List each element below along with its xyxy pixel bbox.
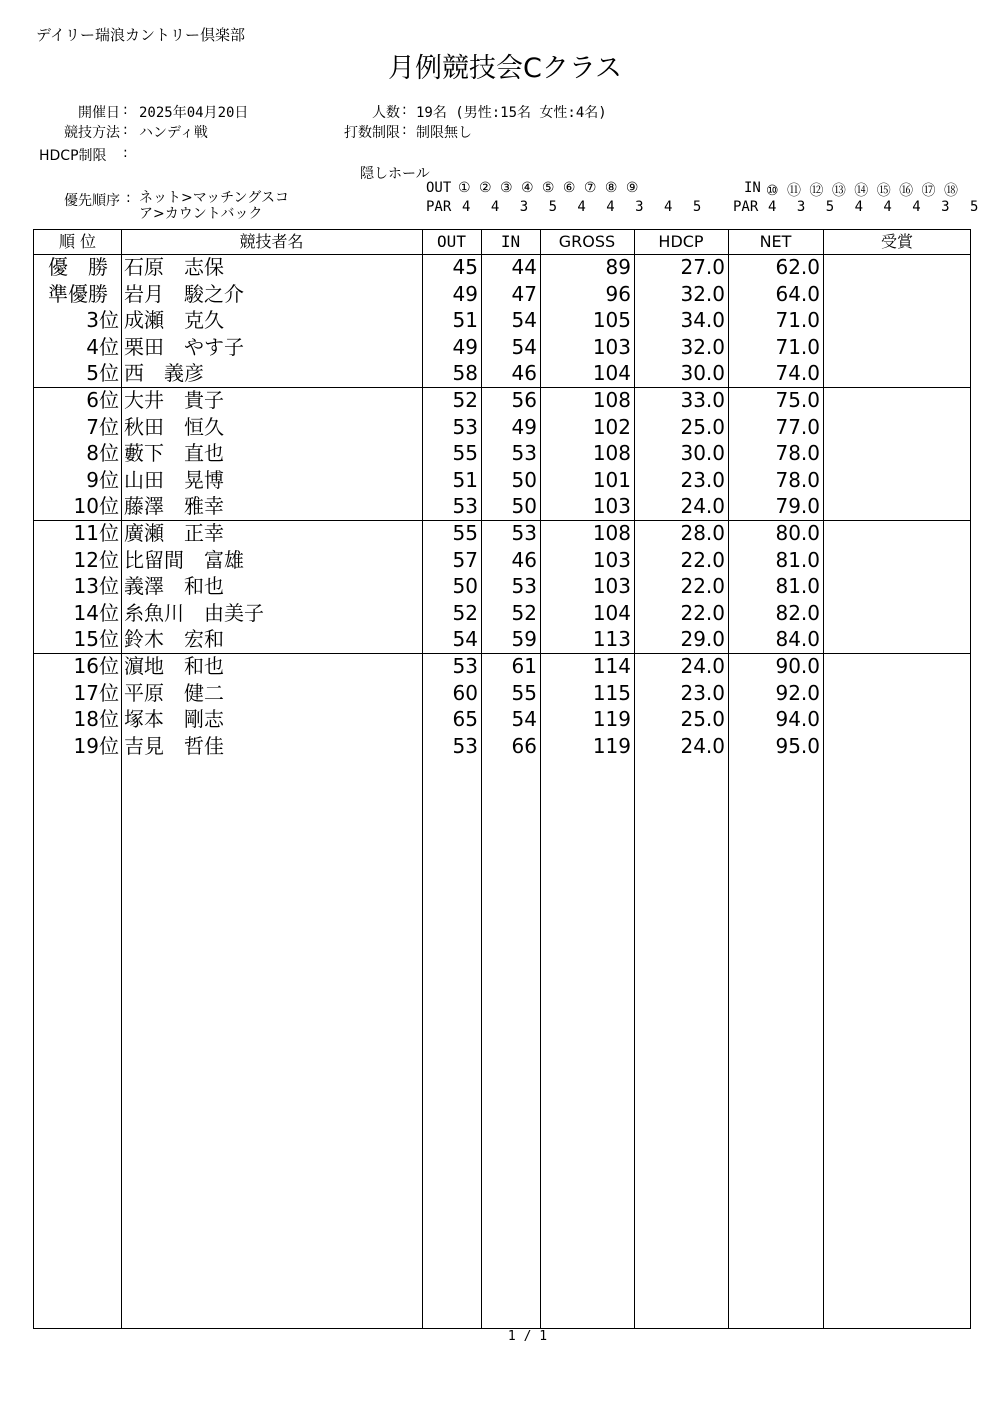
rank-cell: 6位 xyxy=(86,388,119,412)
hdcp-cell: 24.0 xyxy=(680,494,725,518)
header-out: OUT xyxy=(437,232,466,251)
net-score-cell: 78.0 xyxy=(775,441,820,465)
header-net: NET xyxy=(759,232,792,251)
player-name-cell: 西 義彦 xyxy=(124,361,204,385)
player-name-cell: 平原 健二 xyxy=(124,680,224,705)
table-row xyxy=(34,414,970,441)
table-row xyxy=(34,520,970,547)
in-hole-numbers: ⑩ ⑪ ⑫ ⑬ ⑭ ⑮ ⑯ ⑰ ⑱ xyxy=(766,183,958,199)
club-name: デイリー瑞浪カントリー倶楽部 xyxy=(36,26,245,44)
out-score-cell: 45 xyxy=(452,255,478,279)
gross-score-cell: 114 xyxy=(592,654,631,678)
player-name-cell: 濵地 和也 xyxy=(124,654,224,678)
player-name-cell: 山田 晃博 xyxy=(124,467,224,492)
priority-line-1: ネット>マッチングスコ xyxy=(139,190,290,206)
out-score-cell: 51 xyxy=(452,308,478,332)
date-label: 開催日 xyxy=(78,105,120,121)
net-score-cell: 71.0 xyxy=(775,334,820,359)
hdcp-cell: 25.0 xyxy=(680,707,725,731)
hdcp-cell: 34.0 xyxy=(680,308,725,332)
player-name-cell: 吉見 哲佳 xyxy=(124,733,224,758)
player-name-cell: 比留間 富雄 xyxy=(124,547,244,572)
stroke-limit-label: 打数制限 xyxy=(344,125,400,141)
out-score-cell: 54 xyxy=(452,627,478,651)
award-cell xyxy=(823,573,971,600)
gross-score-cell: 104 xyxy=(592,361,631,385)
hdcp-limit-separator: : xyxy=(123,145,128,161)
in-score-cell: 61 xyxy=(511,654,537,678)
out-score-cell: 53 xyxy=(452,494,478,518)
gross-score-cell: 102 xyxy=(592,414,631,439)
award-cell xyxy=(823,626,971,653)
stroke-limit-separator: : xyxy=(402,122,407,138)
hdcp-cell: 24.0 xyxy=(680,733,725,758)
out-score-cell: 53 xyxy=(452,414,478,439)
rank-cell: 優 勝 xyxy=(48,255,108,279)
rank-cell: 3位 xyxy=(86,308,119,332)
out-score-cell: 50 xyxy=(452,574,478,598)
table-row xyxy=(34,440,970,467)
out-score-cell: 58 xyxy=(452,361,478,385)
net-score-cell: 71.0 xyxy=(775,308,820,332)
out-score-cell: 51 xyxy=(452,467,478,492)
gross-score-cell: 103 xyxy=(592,547,631,572)
net-score-cell: 64.0 xyxy=(775,281,820,306)
out-par-label: PAR xyxy=(426,199,452,215)
in-par-label: PAR xyxy=(733,199,759,215)
hdcp-cell: 22.0 xyxy=(680,547,725,572)
hdcp-cell: 29.0 xyxy=(680,627,725,651)
gross-score-cell: 108 xyxy=(592,521,631,545)
player-name-cell: 栗田 やす子 xyxy=(124,334,244,359)
in-score-cell: 55 xyxy=(511,680,537,705)
rank-cell: 9位 xyxy=(86,467,119,492)
header-rank: 順 位 xyxy=(58,232,97,251)
gross-score-cell: 89 xyxy=(605,255,631,279)
page-number: 1 / 1 xyxy=(507,1329,548,1344)
out-score-cell: 57 xyxy=(452,547,478,572)
rank-cell: 8位 xyxy=(86,441,119,465)
award-cell xyxy=(823,414,971,441)
net-score-cell: 74.0 xyxy=(775,361,820,385)
player-name-cell: 廣瀬 正幸 xyxy=(124,521,224,545)
hdcp-cell: 23.0 xyxy=(680,467,725,492)
in-score-cell: 50 xyxy=(511,467,537,492)
award-cell xyxy=(823,493,971,520)
player-name-cell: 義澤 和也 xyxy=(124,574,224,598)
out-score-cell: 49 xyxy=(452,334,478,359)
people-value: 19名 (男性:15名 女性:4名) xyxy=(416,105,607,121)
gross-score-cell: 103 xyxy=(592,334,631,359)
date-separator: : xyxy=(123,102,128,118)
award-cell xyxy=(823,360,971,387)
gross-score-cell: 119 xyxy=(592,707,631,731)
results-table xyxy=(33,229,971,1329)
gross-score-cell: 96 xyxy=(605,281,631,306)
header-hdcp: HDCP xyxy=(658,232,704,251)
priority-line-2: ア>カウントバック xyxy=(139,206,263,222)
net-score-cell: 62.0 xyxy=(775,255,820,279)
table-row xyxy=(34,254,970,281)
net-score-cell: 84.0 xyxy=(775,627,820,651)
gross-score-cell: 119 xyxy=(592,733,631,758)
award-cell xyxy=(823,334,971,361)
hdcp-cell: 32.0 xyxy=(680,281,725,306)
award-cell xyxy=(823,733,971,760)
hdcp-cell: 24.0 xyxy=(680,654,725,678)
header-name: 競技者名 xyxy=(239,232,304,251)
out-holes-label: OUT xyxy=(426,180,452,196)
in-score-cell: 44 xyxy=(511,255,537,279)
rank-cell: 5位 xyxy=(86,361,119,385)
net-score-cell: 82.0 xyxy=(775,600,820,625)
in-score-cell: 54 xyxy=(511,707,537,731)
rank-cell: 7位 xyxy=(86,414,119,439)
table-row xyxy=(34,281,970,308)
award-cell xyxy=(823,440,971,467)
player-name-cell: 藪下 直也 xyxy=(124,441,224,465)
page-title: 月例競技会Cクラス xyxy=(387,53,623,84)
gross-score-cell: 108 xyxy=(592,388,631,412)
net-score-cell: 81.0 xyxy=(775,574,820,598)
in-score-cell: 53 xyxy=(511,521,537,545)
award-cell xyxy=(823,706,971,733)
hdcp-cell: 32.0 xyxy=(680,334,725,359)
header-in: IN xyxy=(500,232,521,251)
hdcp-cell: 22.0 xyxy=(680,600,725,625)
out-score-cell: 49 xyxy=(452,281,478,306)
out-par-values: 4 4 3 5 4 4 3 4 5 xyxy=(462,199,708,215)
gross-score-cell: 101 xyxy=(592,467,631,492)
hdcp-cell: 22.0 xyxy=(680,574,725,598)
out-score-cell: 55 xyxy=(452,521,478,545)
in-score-cell: 54 xyxy=(511,334,537,359)
net-score-cell: 78.0 xyxy=(775,467,820,492)
award-cell xyxy=(823,547,971,574)
out-score-cell: 53 xyxy=(452,733,478,758)
table-row xyxy=(34,653,970,680)
gross-score-cell: 108 xyxy=(592,441,631,465)
hidden-holes-label: 隠しホール xyxy=(360,166,430,182)
hdcp-cell: 30.0 xyxy=(680,361,725,385)
table-row xyxy=(34,334,970,361)
out-score-cell: 52 xyxy=(452,388,478,412)
award-cell xyxy=(823,254,971,281)
player-name-cell: 成瀬 克久 xyxy=(124,308,224,332)
player-name-cell: 糸魚川 由美子 xyxy=(124,600,264,625)
rank-cell: 16位 xyxy=(73,654,119,678)
out-score-cell: 52 xyxy=(452,600,478,625)
header-award: 受賞 xyxy=(880,232,913,251)
method-label: 競技方法 xyxy=(64,125,120,141)
award-cell xyxy=(823,680,971,707)
out-score-cell: 65 xyxy=(452,707,478,731)
out-score-cell: 53 xyxy=(452,654,478,678)
gross-score-cell: 105 xyxy=(592,308,631,332)
people-separator: : xyxy=(402,102,407,118)
net-score-cell: 90.0 xyxy=(775,654,820,678)
in-score-cell: 46 xyxy=(511,547,537,572)
out-score-cell: 55 xyxy=(452,441,478,465)
award-cell xyxy=(823,281,971,308)
in-score-cell: 52 xyxy=(511,600,537,625)
table-row xyxy=(34,706,970,733)
rank-cell: 13位 xyxy=(73,574,119,598)
rank-cell: 18位 xyxy=(73,707,119,731)
net-score-cell: 94.0 xyxy=(775,707,820,731)
hdcp-limit-label: HDCP制限 xyxy=(39,148,107,164)
rank-cell: 準優勝 xyxy=(48,281,108,306)
net-score-cell: 81.0 xyxy=(775,547,820,572)
player-name-cell: 岩月 駿之介 xyxy=(124,281,244,306)
in-score-cell: 53 xyxy=(511,441,537,465)
award-cell xyxy=(823,600,971,627)
in-score-cell: 47 xyxy=(511,281,537,306)
rank-cell: 15位 xyxy=(73,627,119,651)
hdcp-cell: 28.0 xyxy=(680,521,725,545)
player-name-cell: 塚本 剛志 xyxy=(124,707,224,731)
people-label: 人数 xyxy=(372,105,400,121)
hdcp-cell: 30.0 xyxy=(680,441,725,465)
in-par-values: 4 3 5 4 4 4 3 5 xyxy=(768,199,985,215)
stroke-limit-value: 制限無し xyxy=(416,125,472,141)
award-cell xyxy=(823,653,971,680)
date-value: 2025年04月20日 xyxy=(139,105,249,121)
in-score-cell: 66 xyxy=(511,733,537,758)
award-cell xyxy=(823,307,971,334)
table-row xyxy=(34,360,970,387)
hdcp-cell: 25.0 xyxy=(680,414,725,439)
player-name-cell: 秋田 恒久 xyxy=(124,414,224,439)
table-row xyxy=(34,626,970,653)
net-score-cell: 80.0 xyxy=(775,521,820,545)
award-cell xyxy=(823,520,971,547)
header-gross: GROSS xyxy=(558,232,616,251)
player-name-cell: 大井 貴子 xyxy=(124,388,224,412)
rank-cell: 4位 xyxy=(86,334,119,359)
gross-score-cell: 113 xyxy=(592,627,631,651)
table-row xyxy=(34,547,970,574)
player-name-cell: 藤澤 雅幸 xyxy=(124,494,224,518)
method-separator: : xyxy=(123,122,128,138)
in-score-cell: 50 xyxy=(511,494,537,518)
priority-label: 優先順序 xyxy=(64,193,120,209)
gross-score-cell: 115 xyxy=(592,680,631,705)
hdcp-cell: 23.0 xyxy=(680,680,725,705)
gross-score-cell: 103 xyxy=(592,494,631,518)
out-score-cell: 60 xyxy=(452,680,478,705)
in-score-cell: 53 xyxy=(511,574,537,598)
priority-separator: : xyxy=(126,190,131,206)
table-row xyxy=(34,387,970,414)
net-score-cell: 79.0 xyxy=(775,494,820,518)
in-score-cell: 54 xyxy=(511,308,537,332)
rank-cell: 17位 xyxy=(73,680,119,705)
table-row xyxy=(34,573,970,600)
award-cell xyxy=(823,467,971,494)
hdcp-cell: 33.0 xyxy=(680,388,725,412)
table-row xyxy=(34,733,970,760)
rank-cell: 19位 xyxy=(73,733,119,758)
table-row xyxy=(34,467,970,494)
table-row xyxy=(34,600,970,627)
method-value: ハンディ戦 xyxy=(139,125,208,141)
in-score-cell: 46 xyxy=(511,361,537,385)
rank-cell: 10位 xyxy=(73,494,119,518)
table-row xyxy=(34,307,970,334)
gross-score-cell: 104 xyxy=(592,600,631,625)
net-score-cell: 77.0 xyxy=(775,414,820,439)
rank-cell: 14位 xyxy=(73,600,119,625)
rank-cell: 12位 xyxy=(73,547,119,572)
table-row xyxy=(34,493,970,520)
hdcp-cell: 27.0 xyxy=(680,255,725,279)
player-name-cell: 石原 志保 xyxy=(124,255,224,279)
out-hole-numbers: ① ② ③ ④ ⑤ ⑥ ⑦ ⑧ ⑨ xyxy=(458,180,639,196)
in-score-cell: 49 xyxy=(511,414,537,439)
net-score-cell: 92.0 xyxy=(775,680,820,705)
player-name-cell: 鈴木 宏和 xyxy=(124,627,224,651)
in-score-cell: 59 xyxy=(511,627,537,651)
net-score-cell: 75.0 xyxy=(775,388,820,412)
table-row xyxy=(34,680,970,707)
net-score-cell: 95.0 xyxy=(775,733,820,758)
in-score-cell: 56 xyxy=(511,388,537,412)
in-holes-label: IN xyxy=(744,180,761,196)
award-cell xyxy=(823,387,971,414)
rank-cell: 11位 xyxy=(73,521,119,545)
gross-score-cell: 103 xyxy=(592,574,631,598)
